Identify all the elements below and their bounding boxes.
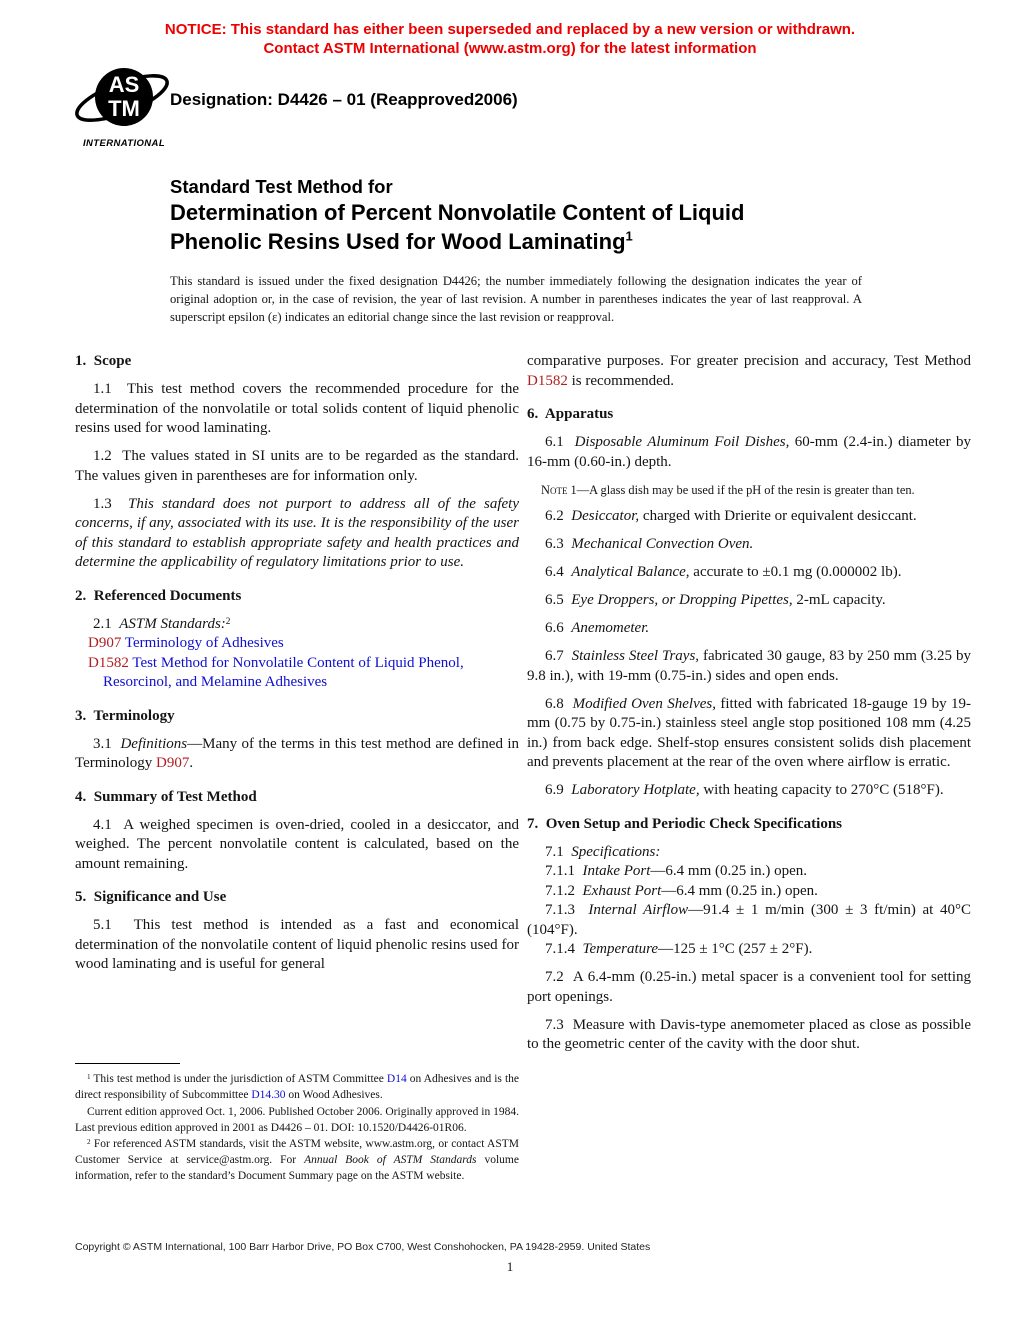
- text-segment: Definitions: [120, 735, 188, 752]
- link-D907[interactable]: D907: [88, 635, 122, 651]
- paragraph: [527, 781, 971, 801]
- text-segment: 1.3: [93, 495, 129, 512]
- paragraph: [75, 916, 519, 975]
- text-segment: —6.4 mm (0.25 in.) open.: [661, 882, 818, 899]
- text-segment: .: [189, 755, 194, 771]
- text-segment: Temperature: [582, 941, 659, 957]
- text-segment: 1—A glass dish may be used if the pH of the resin is greater than ten.: [567, 483, 915, 497]
- notice-line2: Contact ASTM International (www.astm.org) for the latest information: [263, 40, 757, 58]
- text-segment: fitted with fabricated 18-gauge 19 by 19-mm (0.75 by 0.75-in.) stainless steel angle stop positioned 108 mm (4.25 in.) from back edge. Shelf-stop ensures consistent solids dish placement and prevents placement at the rear of the oven where airflow is erratic.: [527, 695, 971, 770]
- text-segment: Internal Airflow: [588, 902, 689, 918]
- text-segment: charged with Drierite or equivalent desiccant.: [639, 508, 917, 524]
- text-segment: Mechanical Convection Oven.: [571, 536, 754, 552]
- paragraph: [527, 1016, 971, 1055]
- text-segment: 6.2: [545, 508, 572, 524]
- text-segment: 1.1 This test method covers the recommended procedure for the determination of the nonvolatile or total solids content of liquid phenolic resins used for wood laminating.: [75, 381, 519, 436]
- paragraph: [527, 507, 971, 527]
- paragraph: [527, 843, 971, 863]
- issuance-note: This standard is issued under the fixed designation D4426; the number immediately following the designation indicates the year of original adoption or, in the case of revision, the year of last revision. A number in parentheses indicates the year of last reapproval. A superscript epsilon (ε) indicates an editorial change since the last revision or reapproval.: [170, 274, 862, 324]
- footnotes-block: [75, 1063, 519, 1184]
- left-column: [75, 352, 519, 1184]
- text-segment: 6.4: [545, 564, 572, 580]
- text-segment: Exhaust Port: [582, 882, 662, 899]
- text-segment: Laboratory Hotplate,: [571, 782, 700, 798]
- text-segment: 3.1: [93, 735, 121, 752]
- section-heading: 5. Significance and Use: [75, 889, 227, 905]
- text-segment: —Many of the terms in this test method are defined in Terminology: [75, 735, 519, 771]
- text-segment: For referenced ASTM standards, visit the ASTM website, www.astm.org, or contact ASTM Customer Service at service@astm.org. For: [75, 1137, 519, 1166]
- logo-caption: INTERNATIONAL: [82, 138, 166, 149]
- link-D907[interactable]: D907: [156, 755, 190, 771]
- title-line2: Determination of Percent Nonvolatile Content of Liquid: [170, 200, 745, 226]
- left-column-content: [75, 352, 519, 975]
- text-segment: This test method is under the jurisdiction of ASTM Committee: [90, 1073, 387, 1086]
- paragraph: [527, 968, 971, 1007]
- text-segment: Disposable Aluminum Foil Dishes,: [574, 434, 790, 450]
- text-segment: 6.1: [545, 434, 575, 450]
- title-line3-text: Phenolic Resins Used for Wood Laminating: [170, 229, 626, 255]
- text-segment: is recommended.: [567, 372, 675, 389]
- logo-letters-top: AS: [108, 72, 140, 97]
- section-heading: 3. Terminology: [75, 707, 175, 724]
- paragraph: [527, 563, 971, 583]
- text-segment: fabricated 30 gauge, 83 by 250 mm (3.25 by 9.8 in.), with 19-mm (0.75-in.) sides and open ends.: [527, 648, 971, 684]
- paragraph: [527, 591, 971, 611]
- link-D1582[interactable]: D1582: [88, 654, 129, 671]
- text-segment: 5.1 This test method is intended as a fast and economical determination of the nonvolatile content of liquid phenolic resins used for wood laminating and is useful for general: [75, 917, 519, 972]
- paragraph: [527, 940, 971, 960]
- text-segment: 2.1: [93, 615, 120, 632]
- section-heading: 1. Scope: [75, 353, 132, 369]
- paragraph: [527, 882, 971, 902]
- reference-item: [75, 634, 519, 654]
- paragraph: [527, 901, 971, 940]
- link-Test-Method-for-Nonvolatile-Content-of-Liquid-Phenol-Resorcinol-and-Melamine-Adhesives[interactable]: Test Method for Nonvolatile Content of Liquid Phenol, Resorcinol, and Melamine Adhesives: [103, 654, 464, 690]
- text-segment: 6.7: [545, 648, 572, 664]
- text-segment: 7.1.2: [545, 882, 583, 899]
- text-segment: 1: [87, 1073, 91, 1082]
- text-segment: 6.9: [545, 782, 572, 798]
- title-footnote-ref[interactable]: 1: [625, 228, 633, 244]
- text-segment: Eye Droppers, or Dropping Pipettes,: [571, 592, 793, 608]
- link-D14[interactable]: D14: [386, 1073, 407, 1086]
- link-D14.30[interactable]: D14.30: [251, 1089, 286, 1102]
- paragraph: [527, 619, 971, 639]
- text-segment: on Wood Adhesives.: [285, 1089, 383, 1102]
- copyright-line: Copyright © ASTM International, 100 Barr Harbor Drive, PO Box C700, West Conshohocken, PA 19428-2959. United States: [75, 1241, 651, 1253]
- page-number: 1: [506, 1259, 514, 1274]
- text-segment: Annual Book of ASTM Standards: [304, 1153, 477, 1166]
- text-segment: Anemometer.: [571, 620, 650, 636]
- text-segment: 7.1.1: [545, 863, 583, 879]
- paragraph: [75, 380, 519, 439]
- paragraph: [75, 816, 519, 875]
- text-segment: accurate to ±0.1 mg (0.000002 lb).: [689, 564, 902, 580]
- section-heading: 2. Referenced Documents: [75, 587, 242, 604]
- supersession-notice: [0, 20, 1020, 58]
- section-heading: 6. Apparatus: [527, 406, 614, 422]
- text-segment: Modified Oven Shelves,: [572, 695, 716, 712]
- text-segment: Analytical Balance,: [571, 564, 690, 580]
- paragraph: [527, 352, 971, 391]
- text-segment: 7.1.4: [545, 941, 583, 957]
- section-heading: 4. Summary of Test Method: [75, 788, 257, 805]
- paragraph: [75, 1104, 519, 1136]
- footnote-rule: [75, 1063, 180, 1064]
- text-segment: Desiccator,: [571, 508, 640, 524]
- section-heading: 7. Oven Setup and Periodic Check Specifications: [527, 815, 843, 832]
- text-segment: 6.5: [545, 592, 572, 608]
- logo-letters-bottom: TM: [108, 96, 140, 121]
- paragraph: [527, 535, 971, 555]
- text-segment: Note: [541, 483, 568, 497]
- text-segment: —91.4 ± 1 m/min (300 ± 3 ft/min) at 40°C (104°F).: [527, 902, 971, 938]
- text-segment: 6.6: [545, 620, 572, 636]
- text-segment: 2: [225, 616, 231, 627]
- paragraph: [527, 433, 971, 472]
- text-segment: 4.1 A weighed specimen is oven-dried, cooled in a desiccator, and weighed. The percent nonvolatile content is calculated, based on the amount remaining.: [75, 816, 519, 872]
- designation: Designation: D4426 – 01 (Reapproved2006): [170, 90, 518, 109]
- title-block: [170, 175, 744, 256]
- note-paragraph: [527, 482, 971, 499]
- text-segment: Specifications:: [571, 843, 661, 860]
- text-segment: ASTM Standards:: [119, 615, 226, 632]
- right-column-content: [527, 352, 971, 1055]
- text-segment: 7.2 A 6.4-mm (0.25-in.) metal spacer is a convenient tool for setting port openings.: [527, 969, 971, 1005]
- text-segment: 2: [87, 1137, 91, 1146]
- paragraph: [75, 735, 519, 774]
- paragraph: [75, 447, 519, 486]
- text-segment: Current edition approved Oct. 1, 2006. Published October 2006. Originally approved in 1984. Last previous edition approved in 2001 as D4426 – 01. DOI: 10.1520/D4426-01R06.: [75, 1105, 519, 1134]
- paragraph: [527, 695, 971, 773]
- text-segment: —125 ± 1°C (257 ± 2°F).: [658, 941, 813, 957]
- text-segment: 7.1.3: [545, 902, 589, 918]
- link-D1582[interactable]: D1582: [527, 372, 568, 389]
- text-segment: This standard does not purport to address all of the safety concerns, if any, associated with its use. It is the responsibility of the user of this standard to establish appropriate safety and health practices and determine the applicability of regulatory limitations prior to use.: [75, 495, 520, 570]
- text-segment: on Adhesives and is the direct responsibility of Subcommittee: [75, 1073, 519, 1102]
- text-segment: 7.1: [545, 843, 572, 860]
- footnotes-content: [75, 1071, 519, 1184]
- title-line1: Standard Test Method for: [170, 176, 393, 197]
- text-segment: —6.4 mm (0.25 in.) open.: [650, 863, 808, 879]
- text-segment: 7.3 Measure with Davis-type anemometer placed as close as possible to the geometric center of the cavity with the door shut.: [527, 1016, 971, 1052]
- text-segment: 60-mm (2.4-in.) diameter by 16-mm (0.60-in.) depth.: [527, 434, 971, 470]
- reference-item: [75, 654, 519, 693]
- text-segment: 2-mL capacity.: [792, 592, 886, 608]
- title-line3: [170, 227, 744, 256]
- paragraph: [75, 615, 519, 635]
- text-segment: with heating capacity to 270°C (518°F).: [699, 782, 944, 798]
- document-body: [75, 352, 971, 1184]
- astm-logo: [68, 64, 180, 149]
- astm-logo-graphic: [70, 64, 178, 136]
- text-segment: volume information, refer to the standard’s Document Summary page on the ASTM website.: [75, 1153, 519, 1182]
- paragraph: [75, 495, 519, 573]
- text-segment: 1.2 The values stated in SI units are to be regarded as the standard. The values given in parentheses are for information only.: [75, 448, 519, 484]
- text-segment: comparative purposes. For greater precision and accuracy, Test Method: [527, 353, 971, 369]
- paragraph: [75, 1071, 519, 1103]
- right-column: [527, 352, 971, 1184]
- text-segment: 6.8: [545, 695, 573, 712]
- text-segment: 6.3: [545, 536, 572, 552]
- notice-line1: NOTICE: This standard has either been superseded and replaced by a new version or withdrawn.: [164, 21, 856, 38]
- paragraph: [527, 862, 971, 882]
- paragraph: [75, 1136, 519, 1184]
- text-segment: Stainless Steel Trays,: [571, 648, 700, 664]
- link-Terminology-of-Adhesives[interactable]: Terminology of Adhesives: [121, 635, 284, 651]
- text-segment: Intake Port: [582, 863, 651, 879]
- paragraph: [527, 647, 971, 686]
